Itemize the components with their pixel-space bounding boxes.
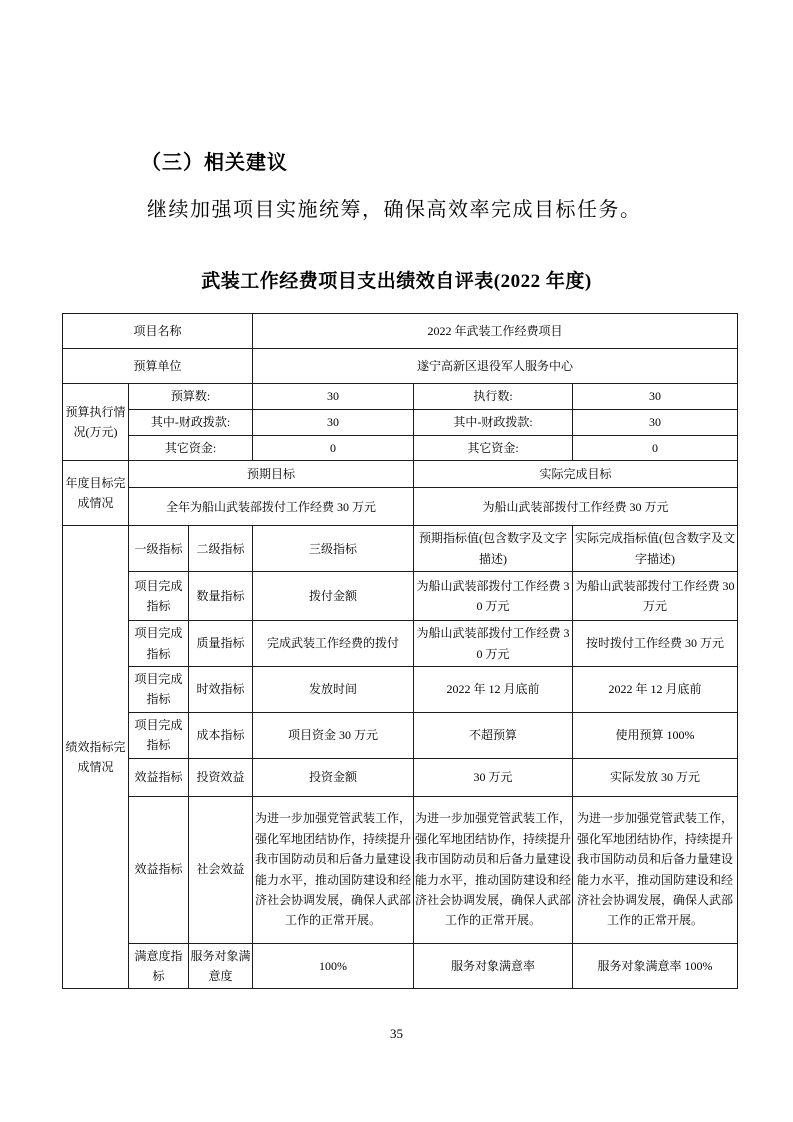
table-cell: 30 <box>573 384 738 410</box>
table-cell: 项目完成指标 <box>129 572 189 621</box>
table-cell: 预算数: <box>129 384 253 410</box>
table-cell: 社会效益 <box>189 796 253 943</box>
table-row <box>63 384 738 410</box>
table-row <box>63 758 738 796</box>
table-row <box>63 621 738 667</box>
table-cell: 实际发放 30 万元 <box>573 758 738 796</box>
section-heading: （三）相关建议 <box>141 152 288 174</box>
table-cell: 30 <box>253 410 414 436</box>
table-cell: 30 万元 <box>414 758 573 796</box>
table-row <box>63 572 738 621</box>
table-cell: 全年为船山武装部拨付工作经费 30 万元 <box>129 488 414 526</box>
table-cell: 拨付金额 <box>253 572 414 621</box>
table-row <box>63 349 738 384</box>
table-cell: 30 <box>573 410 738 436</box>
table-cell: 其中-财政拨款: <box>414 410 573 436</box>
table-cell: 三级指标 <box>253 526 414 572</box>
table-cell: 完成武装工作经费的拨付 <box>253 621 414 667</box>
table-cell: 项目完成指标 <box>129 621 189 667</box>
table-cell: 2022 年武装工作经费项目 <box>253 314 738 349</box>
table-cell: 为船山武装部拨付工作经费 30 万元 <box>573 572 738 621</box>
table-cell: 预算单位 <box>63 349 253 384</box>
table-cell: 遂宁高新区退役军人服务中心 <box>253 349 738 384</box>
table-cell: 投资金额 <box>253 758 414 796</box>
table-cell: 按时拨付工作经费 30 万元 <box>573 621 738 667</box>
table-cell: 为船山武装部拨付工作经费 30 万元 <box>414 488 738 526</box>
table-cell: 项目完成指标 <box>129 712 189 758</box>
table-cell: 为进一步加强党管武装工作，强化军地团结协作，持续提升我市国防动员和后备力量建设能力水平，推动国防建设和经济社会协调发展，确保人武部工作的正常开展。 <box>253 796 414 943</box>
table-cell: 其中-财政拨款: <box>129 410 253 436</box>
table-cell: 年度目标完成情况 <box>63 461 129 526</box>
table-cell: 服务对象满意率 100% <box>573 943 738 989</box>
table-cell: 质量指标 <box>189 621 253 667</box>
table-cell: 0 <box>253 436 414 461</box>
table-cell: 2022 年 12 月底前 <box>573 666 738 712</box>
table-cell: 为船山武装部拨付工作经费 30 万元 <box>414 621 573 667</box>
table-row <box>63 666 738 712</box>
table-cell: 为船山武装部拨付工作经费 30 万元 <box>414 572 573 621</box>
table-row <box>63 436 738 461</box>
table-title: 武装工作经费项目支出绩效自评表(2022 年度) <box>201 271 592 292</box>
table-cell: 数量指标 <box>189 572 253 621</box>
table-row <box>63 943 738 989</box>
table-cell: 0 <box>573 436 738 461</box>
table-cell: 项目名称 <box>63 314 253 349</box>
table-cell: 项目资金 30 万元 <box>253 712 414 758</box>
table-cell: 服务对象满意度 <box>189 943 253 989</box>
table-cell: 效益指标 <box>129 758 189 796</box>
table-cell: 一级指标 <box>129 526 189 572</box>
self-evaluation-table <box>62 313 738 989</box>
table-cell: 服务对象满意率 <box>414 943 573 989</box>
table-cell: 实际完成目标 <box>414 461 738 488</box>
table-cell: 为进一步加强党管武装工作，强化军地团结协作，持续提升我市国防动员和后备力量建设能力水平，推动国防建设和经济社会协调发展，确保人武部工作的正常开展。 <box>414 796 573 943</box>
page-number: 35 <box>390 1026 403 1041</box>
body-paragraph: 继续加强项目实施统筹，确保高效率完成目标任务。 <box>147 199 642 221</box>
table-cell: 其它资金: <box>414 436 573 461</box>
table-cell: 为进一步加强党管武装工作，强化军地团结协作，持续提升我市国防动员和后备力量建设能力水平，推动国防建设和经济社会协调发展，确保人武部工作的正常开展。 <box>573 796 738 943</box>
table-row <box>63 410 738 436</box>
table-cell: 使用预算 100% <box>573 712 738 758</box>
table-cell: 预算执行情况(万元) <box>63 384 129 461</box>
table-cell: 100% <box>253 943 414 989</box>
table-cell: 预期目标 <box>129 461 414 488</box>
table-row <box>63 796 738 943</box>
table-cell: 预期指标值(包含数字及文字描述) <box>414 526 573 572</box>
table-cell: 满意度指标 <box>129 943 189 989</box>
table-cell: 二级指标 <box>189 526 253 572</box>
table-cell: 2022 年 12 月底前 <box>414 666 573 712</box>
table-cell: 30 <box>253 384 414 410</box>
table-cell: 绩效指标完成情况 <box>63 526 129 989</box>
table-row <box>63 526 738 572</box>
table-cell: 项目完成指标 <box>129 666 189 712</box>
table-cell: 投资效益 <box>189 758 253 796</box>
table-cell: 执行数: <box>414 384 573 410</box>
table-cell: 效益指标 <box>129 796 189 943</box>
table-cell: 成本指标 <box>189 712 253 758</box>
table-cell: 时效指标 <box>189 666 253 712</box>
table-row <box>63 314 738 349</box>
table-row <box>63 712 738 758</box>
table-cell: 其它资金: <box>129 436 253 461</box>
table-cell: 发放时间 <box>253 666 414 712</box>
table-cell: 实际完成指标值(包含数字及文字描述) <box>573 526 738 572</box>
table-row <box>63 488 738 526</box>
table-cell: 不超预算 <box>414 712 573 758</box>
table-row <box>63 461 738 488</box>
